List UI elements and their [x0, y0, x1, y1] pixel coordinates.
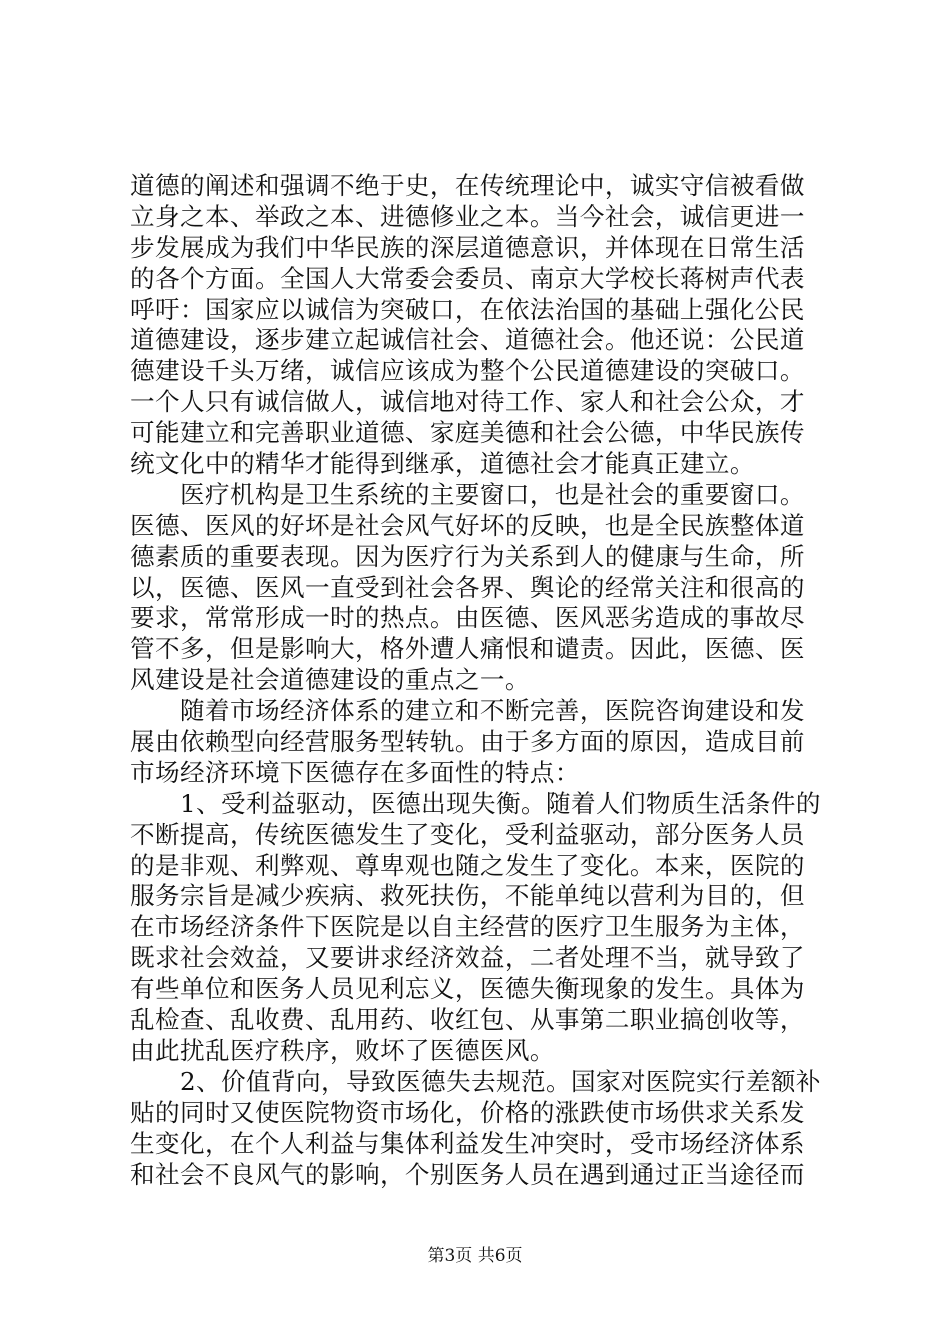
text-line: 贴的同时又使医院物资市场化，价格的涨跌使市场供求关系发 [130, 1097, 805, 1127]
text-line: 医德、医风的好坏是社会风气好坏的反映，也是全民族整体道 [130, 510, 805, 540]
text-line: 步发展成为我们中华民族的深层道德意识，并体现在日常生活 [130, 232, 805, 262]
text-line: 和社会不良风气的影响，个别医务人员在遇到通过正当途径而 [130, 1159, 805, 1189]
text-line: 乱检查、乱收费、乱用药、收红包、从事第二职业搞创收等， [130, 1005, 805, 1035]
text-line: 的是非观、利弊观、尊卑观也随之发生了变化。本来，医院的 [130, 850, 805, 880]
text-line: 立身之本、举政之本、进德修业之本。当今社会，诚信更进一 [130, 201, 805, 231]
text-line: 的各个方面。全国人大常委会委员、南京大学校长蒋树声代表 [130, 263, 805, 293]
text-line: 以，医德、医风一直受到社会各界、舆论的经常关注和很高的 [130, 572, 805, 602]
text-line: 1、受利益驱动，医德出现失衡。随着人们物质生活条件的 [130, 788, 821, 818]
text-line: 既求社会效益，又要讲求经济效益，二者处理不当，就导致了 [130, 943, 805, 973]
text-line: 医疗机构是卫生系统的主要窗口，也是社会的重要窗口。 [130, 479, 805, 509]
text-line: 风建设是社会道德建设的重点之一。 [130, 665, 530, 695]
text-line: 道德建设，逐步建立起诚信社会、道德社会。他还说：公民道 [130, 325, 805, 355]
text-line: 德建设千头万绪，诚信应该成为整个公民道德建设的突破口。 [130, 356, 805, 386]
body-text [130, 171, 830, 1190]
text-line: 管不多，但是影响大，格外遭人痛恨和谴责。因此，医德、医 [130, 634, 805, 664]
text-line: 2、价值背向，导致医德失去规范。国家对医院实行差额补 [130, 1066, 821, 1096]
text-line: 不断提高，传统医德发生了变化，受利益驱动，部分医务人员 [130, 819, 805, 849]
text-line: 道德的阐述和强调不绝于史，在传统理论中，诚实守信被看做 [130, 171, 805, 200]
text-line: 市场经济环境下医德存在多面性的特点： [130, 757, 580, 787]
text-line: 由此扰乱医疗秩序，败坏了医德医风。 [130, 1035, 555, 1065]
text-line: 要求，常常形成一时的热点。由医德、医风恶劣造成的事故尽 [130, 603, 805, 633]
text-line: 展由依赖型向经营服务型转轨。由于多方面的原因，造成目前 [130, 727, 805, 757]
text-line: 生变化，在个人利益与集体利益发生冲突时，受市场经济体系 [130, 1128, 805, 1158]
text-line: 统文化中的精华才能得到继承，道德社会才能真正建立。 [130, 449, 755, 479]
text-line: 一个人只有诚信做人，诚信地对待工作、家人和社会公众，才 [130, 387, 805, 417]
text-line: 呼吁：国家应以诚信为突破口，在依法治国的基础上强化公民 [130, 294, 805, 324]
text-line: 德素质的重要表现。因为医疗行为关系到人的健康与生命，所 [130, 541, 805, 571]
text-line: 可能建立和完善职业道德、家庭美德和社会公德，中华民族传 [130, 418, 805, 448]
text-line: 在市场经济条件下医院是以自主经营的医疗卫生服务为主体， [130, 912, 805, 942]
text-line: 有些单位和医务人员见利忘义，医德失衡现象的发生。具体为 [130, 974, 805, 1004]
text-line: 服务宗旨是减少疾病、救死扶伤，不能单纯以营利为目的，但 [130, 881, 805, 911]
text-line: 随着市场经济体系的建立和不断完善，医院咨询建设和发 [130, 696, 805, 726]
page-footer: 第3页 共6页 [427, 1246, 523, 1266]
